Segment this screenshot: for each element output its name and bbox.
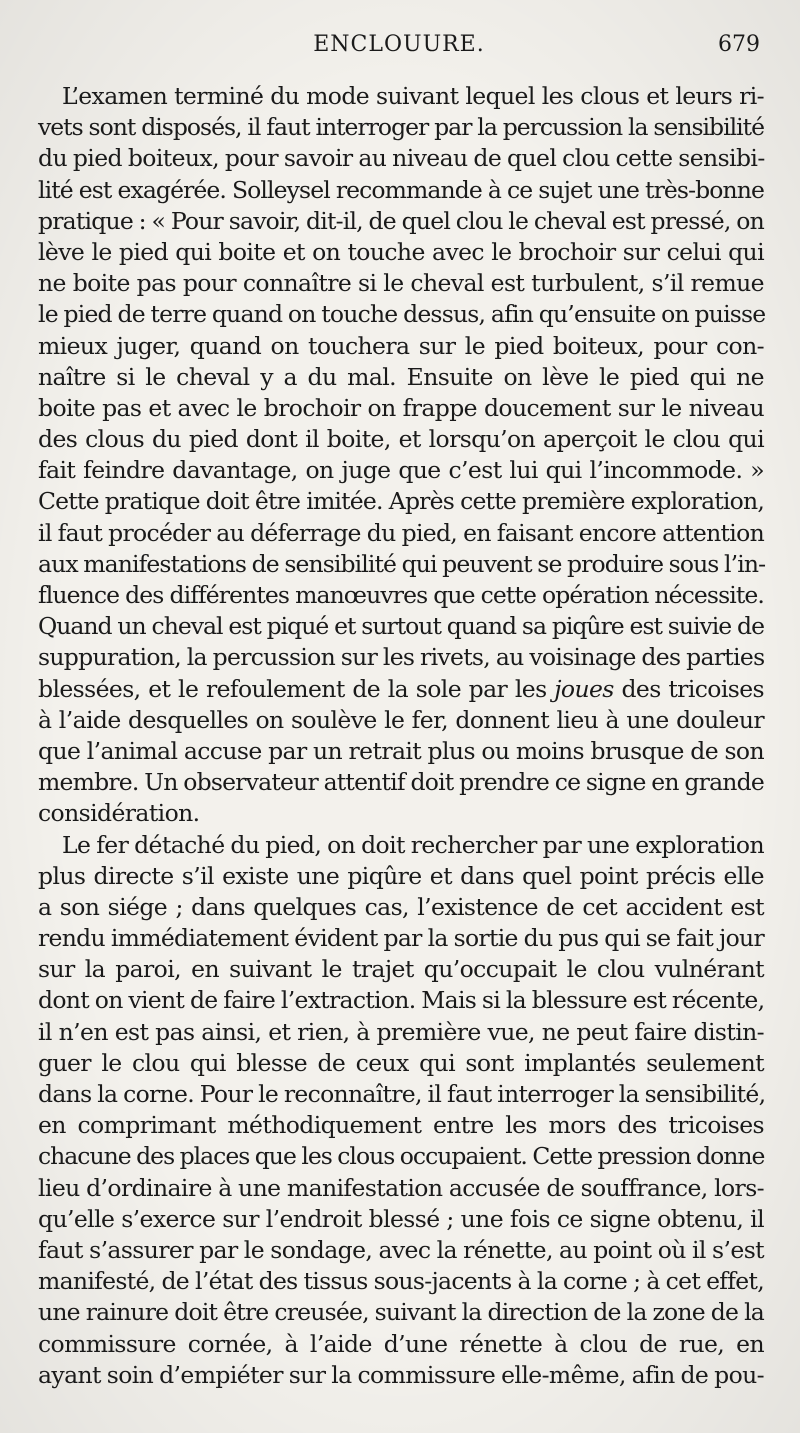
text-line: commissure cornée, à l’aide d’une rénette à clou de rue, en	[38, 1329, 764, 1358]
text-segment: des tricoises	[613, 674, 764, 703]
text-line: Quand un cheval est piqué et surtout quand sa piqûre est suivie de	[38, 612, 764, 641]
text-line: considération.	[38, 799, 200, 828]
text-line: des clous du pied dont il boite, et lorsqu’on aperçoit le clou qui	[38, 425, 764, 454]
text-line: ayant soin d’empiéter sur la commissure elle-même, afin de pou-	[38, 1360, 764, 1389]
text-line: du pied boiteux, pour savoir au niveau de quel clou cette sensibi-	[38, 144, 765, 173]
text-line: qu’elle s’exerce sur l’endroit blessé ; une fois ce signe obtenu, il	[38, 1204, 764, 1233]
text-line: plus directe s’il existe une piqûre et dans quel point précis elle	[38, 861, 764, 890]
text-line: lève le pied qui boite et on touche avec le brochoir sur celui qui	[38, 237, 764, 266]
text-line: a son siége ; dans quelques cas, l’existence de cet accident est	[38, 892, 764, 921]
text-line	[38, 674, 764, 705]
text-line: vets sont disposés, il faut interroger par la percussion la sensibilité	[38, 113, 764, 142]
italic-term: joues	[554, 674, 614, 703]
page-number: 679	[718, 32, 760, 57]
text-line: manifesté, de l’état des tissus sous-jacents à la corne ; à cet effet,	[38, 1267, 764, 1296]
text-line: une rainure doit être creusée, suivant la direction de la zone de la	[38, 1298, 764, 1327]
text-line: boite pas et avec le brochoir on frappe doucement sur le niveau	[38, 393, 764, 422]
text-line: membre. Un observateur attentif doit prendre ce signe en grande	[38, 768, 764, 797]
text-line: fluence des différentes manœuvres que cette opération nécessite.	[38, 581, 764, 609]
text-line: guer le clou qui blesse de ceux qui sont implantés seulement	[38, 1048, 764, 1077]
text-line: rendu immédiatement évident par la sortie du pus qui se fait jour	[38, 924, 764, 953]
text-line: sur la paroi, en suivant le trajet qu’occupait le clou vulnérant	[38, 955, 764, 984]
text-line: lité est exagérée. Solleysel recommande à ce sujet une très-bonne	[38, 175, 764, 204]
text-line: ne boite pas pour connaître si le cheval est turbulent, s’il remue	[38, 269, 764, 298]
text-line: fait feindre davantage, on juge que c’est lui qui l’incommode. »	[38, 456, 764, 485]
text-line: Le fer détaché du pied, on doit rechercher par une exploration	[62, 830, 764, 859]
running-head	[38, 28, 760, 68]
text-line: lieu d’ordinaire à une manifestation accusée de souffrance, lors-	[38, 1173, 764, 1202]
text-line: faut s’assurer par le sondage, avec la rénette, au point où il s’est	[38, 1235, 764, 1264]
text-line: aux manifestations de sensibilité qui peuvent se produire sous l’in-	[38, 549, 766, 578]
text-line: que l’animal accuse par un retrait plus ou moins brusque de son	[38, 736, 764, 765]
text-segment: blessées, et le refoulement de la sole par les	[38, 674, 555, 703]
text-line: dans la corne. Pour le reconnaître, il faut interroger la sensibilité,	[38, 1080, 766, 1108]
text-line: chacune des places que les clous occupaient. Cette pression donne	[38, 1142, 765, 1171]
text-line: Cette pratique doit être imitée. Après cette première exploration,	[38, 487, 764, 516]
text-line: en comprimant méthodiquement entre les mors des tricoises	[38, 1111, 764, 1140]
text-line: il n’en est pas ainsi, et rien, à première vue, ne peut faire distin-	[38, 1017, 764, 1046]
text-line: il faut procéder au déferrage du pied, en faisant encore attention	[38, 518, 764, 547]
text-line: pratique : « Pour savoir, dit-il, de quel clou le cheval est pressé, on	[38, 206, 764, 235]
text-line: suppuration, la percussion sur les rivets, au voisinage des parties	[38, 643, 765, 672]
text-line: dont on vient de faire l’extraction. Mais si la blessure est récente,	[38, 986, 765, 1015]
text-line: naître si le cheval y a du mal. Ensuite on lève le pied qui ne	[38, 362, 764, 391]
text-line: L’examen terminé du mode suivant lequel les clous et leurs ri-	[62, 82, 764, 110]
running-title: ENCLOUURE.	[313, 32, 485, 57]
text-line: le pied de terre quand on touche dessus, afin qu’ensuite on puisse	[38, 300, 766, 329]
text-line: à l’aide desquelles on soulève le fer, donnent lieu à une douleur	[38, 705, 764, 734]
body-text	[38, 81, 764, 1391]
text-line: mieux juger, quand on touchera sur le pied boiteux, pour con-	[38, 331, 764, 360]
